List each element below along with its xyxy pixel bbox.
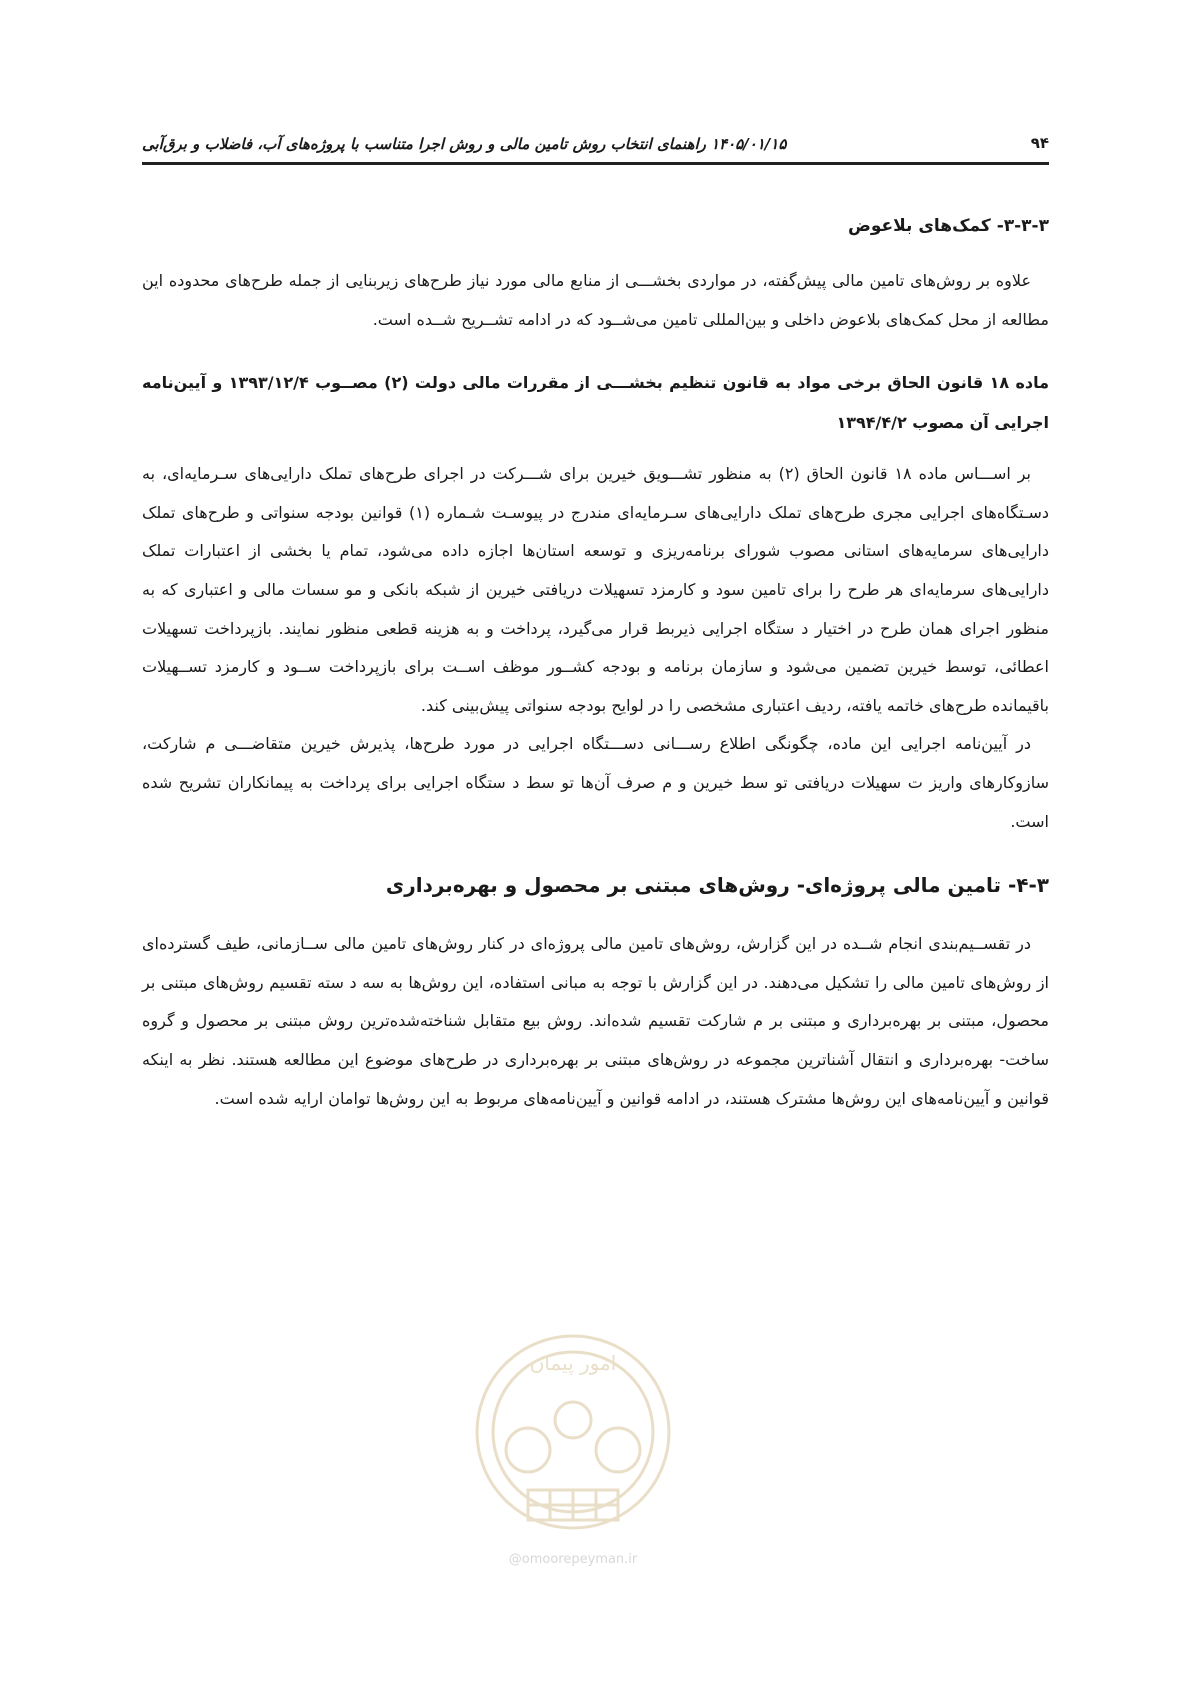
paragraph-article-18-bylaw: در آیین‌نامه اجرایی این ماده، چگونگی اطلاع رســـانی دســـتگاه اجرایی در مورد طرح‌ها، پذیرش خیرین متقاضـــی م شارکت، سازوکارهای واریز ت سهیلات دریافتی تو سط خیرین و م صرف آن‌ها تو سط د ستگاه اجرایی برای پرداخت به پیمانکاران تشریح شده است. [142, 734, 1049, 831]
paragraph-article-18: بر اســـاس ماده ۱۸ قانون الحاق (۲) به منظور تشـــویق خیرین برای شـــرکت در اجرای طرح‌های تملک دارایی‌های سـرمایه‌ای، به دسـتگاه‌های اجرایی مجری طرح‌های تملک دارایی‌های سـرمایه‌ای مندرج در پیوسـت شـماره (۱) قوانین بودجه سنواتی و طرح‌های تملک دارایی‌های سرمایه‌های استانی مصوب شورای برنامه‌ریزی و توسعه استان‌ها اجازه داده می‌شود، تمام یا بخشی از اعتبارات تملک دارایی‌های سرمایه‌ای هر طرح را برای تامین سود و کارمزد تسهیلات دریافتی خیرین از شبکه بانکی و مو سسات مالی و اعتباری که به منظور اجرای همان طرح در اختیار د ستگاه اجرایی ذیربط قرار می‌گیرد، پرداخت و به هزینه قطعی منظور نمایند. بازپرداخت تسهیلات اعطائی، توسط خیرین تضمین می‌شود و سازمان برنامه و بودجه کشــور موظف اســت برای بازپرداخت ســود و کارمزد تســهیلات باقیمانده طرح‌های خاتمه یافته، ردیف اعتباری مشخصی را در لوایح بودجه سنواتی پیش‌بینی کند. [142, 464, 1049, 715]
header-date: ۱۴۰۵/۰۱/۱۵ [710, 134, 787, 153]
watermark-url: @omoorepeyman.ir [508, 1552, 638, 1567]
watermark-seal [468, 1320, 678, 1570]
page-number: ۹۴ [1030, 134, 1049, 152]
watermark-seal-icon [468, 1320, 678, 1550]
article-18-heading: ماده ۱۸ قانون الحاق برخی مواد به قانون تنظیم بخشـــی از مقررات مالی دولت (۲) مصــوب ۱۳۹۳/۱۲/۴ و آیین‌نامه اجرایی آن مصوب ۱۳۹۴/۴/۲ [142, 373, 1050, 433]
header-title-group [142, 134, 792, 153]
watermark-text: امور پیمان [529, 1351, 617, 1375]
header-divider [142, 162, 1049, 165]
running-header [142, 128, 1049, 158]
header-title: راهنمای انتخاب روش تامین مالی و روش اجرا متناسب با پروژه‌های آب، فاضلاب و برق‌آبی [142, 134, 706, 153]
paragraph-project-finance: در تقســیم‌بندی انجام شــده در این گزارش، روش‌های تامین مالی پروژه‌ای در کنار روش‌های تامین مالی ســازمانی، طیف گسترده‌ای از روش‌های تامین مالی را تشکیل می‌دهند. در این گزارش با توجه به مبانی استفاده، این روش‌ها به سه د سته تقسیم روش‌های مبتنی بر محصول، مبتنی بر بهره‌برداری و مبتنی بر م شارکت تقسیم شده‌اند. روش بیع متقابل شناخته‌شده‌ترین روش مبتنی بر محصول و گروه ساخت- بهره‌برداری و انتقال آشناترین مجموعه در روش‌های مبتنی بر بهره‌برداری در طرح‌های موضوع این مطالعه هستند. نظر به اینکه قوانین و آیین‌نامه‌های این روش‌ها مشترک هستند، در ادامه قوانین و آیین‌نامه‌های مربوط به این روش‌ها توامان ارایه شده است. [142, 934, 1049, 1108]
paragraph-grants: علاوه بر روش‌های تامین مالی پیش‌گفته، در مواردی بخشـــی از منابع مالی مورد نیاز طرح‌های زیربنایی از جمله طرح‌های محدوده این مطالعه از محل کمک‌های بلاعوض داخلی و بین‌المللی تامین می‌شــود که در ادامه تشــریح شــده است. [142, 271, 1049, 329]
section-heading-3-4: ۴-۳- تامین مالی پروژه‌ای- روش‌های مبتنی بر محصول و بهره‌برداری [385, 873, 1049, 898]
section-heading-3-3-3: ۳-۳-۳- کمک‌های بلاعوض [847, 216, 1049, 236]
page-body [142, 208, 1049, 1118]
